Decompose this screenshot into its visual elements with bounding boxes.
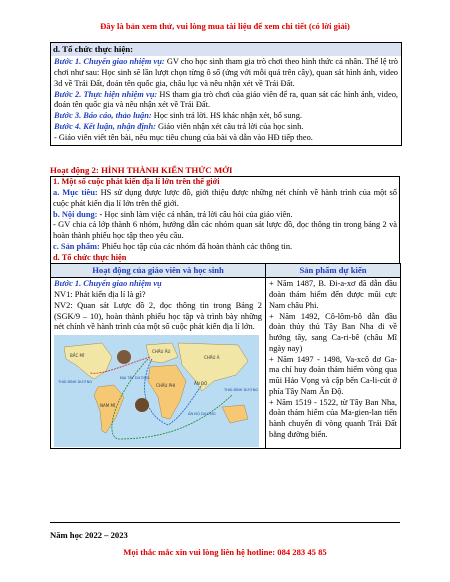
map-svg [54, 335, 259, 447]
hotline-notice: Mọi thắc mắc xin vui lòng liên hệ hotline: 084 283 45 85 [123, 547, 327, 557]
step3-text: Học sinh trả lời. HS khác nhận xét, bổ sung. [151, 111, 302, 120]
product-item: + Năm 1492, Cô-lôm-bô dẫn đầu đoàn thủy thủ Tây Ban Nha đi về hướng tây, sang Ca-ri-bê (châu Mĩ ngày nay) [269, 311, 397, 353]
activity-cell [51, 278, 266, 449]
product-item: + Năm 1519 - 1522, từ Tây Ban Nha, đoàn thám hiểm của Ma-gien-lan tiến hành chuyến đi vòng quanh Trái Đất bằng đường biển. [269, 397, 397, 439]
map-label-india: ẤN ĐỘ [194, 381, 208, 386]
product-cell [266, 278, 401, 449]
map-label-atlantic: ĐẠI TÂY DƯƠNG [120, 376, 150, 380]
footer-divider [50, 522, 400, 523]
step3-label: Bước 3. Báo cáo, thảo luận: [54, 111, 152, 120]
school-year: Năm học 2022 – 2023 [50, 530, 128, 540]
map-label-north-america: BẮC MĨ [70, 353, 85, 358]
map-label-asia: CHÂU Á [204, 355, 220, 360]
organization-box [50, 42, 402, 146]
product-text: Phiếu học tập của các nhóm đã hoàn thành các thông tin. [99, 241, 293, 251]
content-label: b. Nội dung: [53, 209, 98, 219]
organization-heading: d. Tổ chức thực hiện: [51, 43, 401, 56]
content-text-2: - GV chia cả lớp thành 6 nhóm, hướng dẫn các nhóm quan sát lược đồ, đọc thông tin trong bảng 2 và hoàn thành phiếu học tập theo yêu cầu. [53, 220, 397, 240]
closing-note: - Giáo viên viết tên bài, nêu mục tiêu chung của bài và dẫn vào HĐ tiếp theo. [54, 132, 313, 142]
explorer-portrait-1 [117, 350, 131, 364]
step4-text: Giáo viên nhận xét câu trả lời của học sinh. [155, 121, 304, 131]
col-header-activity: Hoạt động của giáo viên và học sinh [51, 264, 266, 278]
activity-table [50, 263, 401, 449]
organization-body [51, 56, 401, 145]
step1-label: Bước 1. Chuyển giao nhiệm vụ: [54, 57, 165, 67]
step1-text: GV cho học sinh tham gia trò chơi theo hình thức cá nhân. Thể lệ trò chơi như sau: Học sinh sẽ lần lượt chọn từng ô số (ứng với mỗi quả trên cây), quan sát hình ảnh, video 3d về Trái Đất, đoán tên quốc gia, châu lục và nêu nhận xét về Trái Đất. [54, 57, 398, 88]
goal-text: HS sử dụng được lược đồ, giới thiệu được những nét chính về hành trình của một số cuộc phát kiến địa lí lớn trên thế giới. [53, 188, 397, 208]
product-item: + Năm 1497 - 1498, Va-xcô đơ Ga-ma chỉ huy đoàn thám hiểm vòng qua mũi Hảo Vọng và cập bến Ca-li-cút ở phía Tây Nam Ấn Độ. [269, 354, 397, 396]
map-label-indian-ocean: ẤN ĐỘ DƯƠNG [188, 412, 216, 416]
map-label-pacific-east: THÁI BÌNH DƯƠNG [224, 388, 259, 392]
map-label-south-america: NAM MĨ [100, 403, 116, 408]
goal-label: a. Mục tiêu: [53, 188, 98, 197]
map-label-africa: CHÂU PHI [156, 383, 176, 388]
left-step-label: Bước 1. Chuyển giao nhiệm vụ [54, 279, 162, 289]
section-subtitle: 1. Một số cuộc phát kiến địa lí lớn trên thế giới [53, 177, 220, 187]
activity-section [50, 165, 400, 449]
col-header-product: Sản phẩm dự kiến [266, 264, 401, 278]
task-2: NV2: Quan sát Lược đồ 2, đọc thông tin trong Bảng 2 (SGK/9 – 10), hoàn thành phiếu học tập và trình bày những nét chính về hành trình của một số cuộc phát kiến địa lí lớn. [54, 300, 262, 332]
org-label: d. Tổ chức thực hiện [53, 252, 127, 262]
map-label-europe: CHÂU ÂU [152, 349, 171, 354]
explorer-portrait-2 [135, 398, 149, 412]
exploration-map [54, 335, 259, 447]
step2-text: HS tham gia trò chơi của giáo viên để ra, quan sát các hình ảnh, video, đoán tên quốc gia và nêu nhận xét về Trái Đất. [54, 89, 398, 110]
step4-label: Bước 4. Kết luận, nhận định: [54, 121, 156, 131]
activity-title: Hoạt động 2: HÌNH THÀNH KIẾN THỨC MỚI [50, 165, 233, 175]
product-label: c. Sản phẩm: [53, 241, 100, 251]
task-1: NV1: Phát kiến địa lí là gì? [54, 290, 146, 299]
preview-banner: Đây là bản xem thử, vui lòng mua tài liệu để xem chi tiết (có lời giải) [100, 21, 350, 31]
product-item: + Năm 1487, B. Đi-a-xơ đã dẫn đầu đoàn thám hiểm đến được mũi cực Nam châu Phi. [269, 279, 397, 310]
map-label-pacific-west: THÁI BÌNH DƯƠNG [58, 380, 93, 384]
content-text: - Học sinh làm việc cá nhân, trả lời câu hỏi của giáo viên. [97, 209, 293, 219]
step2-label: Bước 2. Thực hiện nhiệm vụ: [54, 89, 158, 99]
